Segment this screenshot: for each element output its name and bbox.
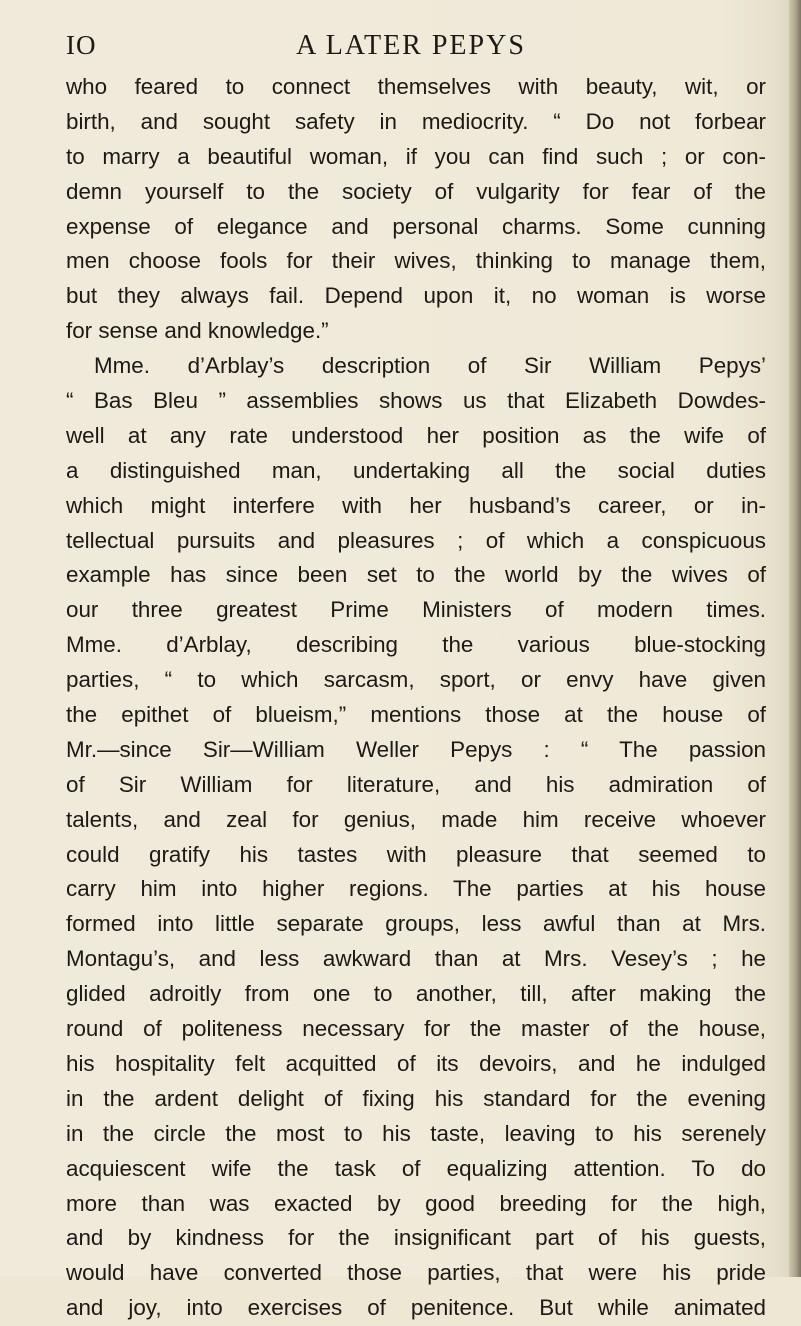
running-title: A LATER PEPYS xyxy=(296,30,526,61)
page-header xyxy=(66,30,756,64)
text-line: round of politeness necessary for the master of the house, xyxy=(66,1016,766,1042)
body-text xyxy=(66,70,766,1326)
text-line: talents, and zeal for genius, made him receive whoever xyxy=(66,806,766,832)
text-line: the epithet of blueism,” mentions those at the house of xyxy=(66,702,766,728)
text-line: “ Bas Bleu ” assemblies shows us that Elizabeth Dowdes- xyxy=(66,388,766,414)
text-line: well at any rate understood her position as the wife of xyxy=(66,422,766,448)
text-line: his hospitality felt acquitted of its devoirs, and he indulged xyxy=(66,1050,766,1076)
text-line: Mme. d’Arblay, describing the various blue-stocking xyxy=(66,632,766,658)
text-line: for sense and knowledge.” xyxy=(66,318,329,344)
text-line: and joy, into exercises of penitence. But while animated xyxy=(66,1295,766,1321)
text-line: birth, and sought safety in mediocrity. “ Do not forbear xyxy=(66,108,766,134)
text-line: and by kindness for the insignificant part of his guests, xyxy=(66,1225,766,1251)
text-line: of Sir William for literature, and his admiration of xyxy=(66,771,766,797)
page-number: IO xyxy=(66,30,97,60)
text-line: formed into little separate groups, less awful than at Mrs. xyxy=(66,911,766,937)
text-line: glided adroitly from one to another, till, after making the xyxy=(66,981,766,1007)
text-line: tellectual pursuits and pleasures ; of which a conspicuous xyxy=(66,527,766,553)
text-line: which might interfere with her husband’s career, or in- xyxy=(66,492,766,518)
text-line: our three greatest Prime Ministers of modern times. xyxy=(66,597,766,623)
text-line: who feared to connect themselves with beauty, wit, or xyxy=(66,74,766,99)
text-line: Mr.—since Sir—William Weller Pepys : “ The passion xyxy=(66,736,766,762)
text-line: expense of elegance and personal charms. Some cunning xyxy=(66,213,766,239)
text-line: a distinguished man, undertaking all the social duties xyxy=(66,457,766,483)
page-edge-shadow xyxy=(789,0,801,1277)
text-line: parties, “ to which sarcasm, sport, or envy have given xyxy=(66,667,766,693)
text-line: Mme. d’Arblay’s description of Sir William Pepys’ xyxy=(94,353,766,379)
text-line: would have converted those parties, that were his pride xyxy=(66,1260,766,1286)
text-line: carry him into higher regions. The parties at his house xyxy=(66,876,766,902)
text-line: men choose fools for their wives, thinking to manage them, xyxy=(66,248,766,274)
text-line: demn yourself to the society of vulgarity for fear of the xyxy=(66,178,766,204)
text-line: example has since been set to the world by the wives of xyxy=(66,562,766,588)
text-line: Montagu’s, and less awkward than at Mrs. Vesey’s ; he xyxy=(66,946,766,972)
text-line: but they always fail. Depend upon it, no woman is worse xyxy=(66,283,766,309)
text-line: in the circle the most to his taste, leaving to his serenely xyxy=(66,1120,766,1146)
text-line: more than was exacted by good breeding for the high, xyxy=(66,1190,766,1216)
text-line: acquiescent wife the task of equalizing attention. To do xyxy=(66,1155,766,1181)
text-line: to marry a beautiful woman, if you can find such ; or con- xyxy=(66,143,766,169)
text-line: in the ardent delight of fixing his standard for the evening xyxy=(66,1085,766,1111)
text-line: could gratify his tastes with pleasure that seemed to xyxy=(66,841,766,867)
